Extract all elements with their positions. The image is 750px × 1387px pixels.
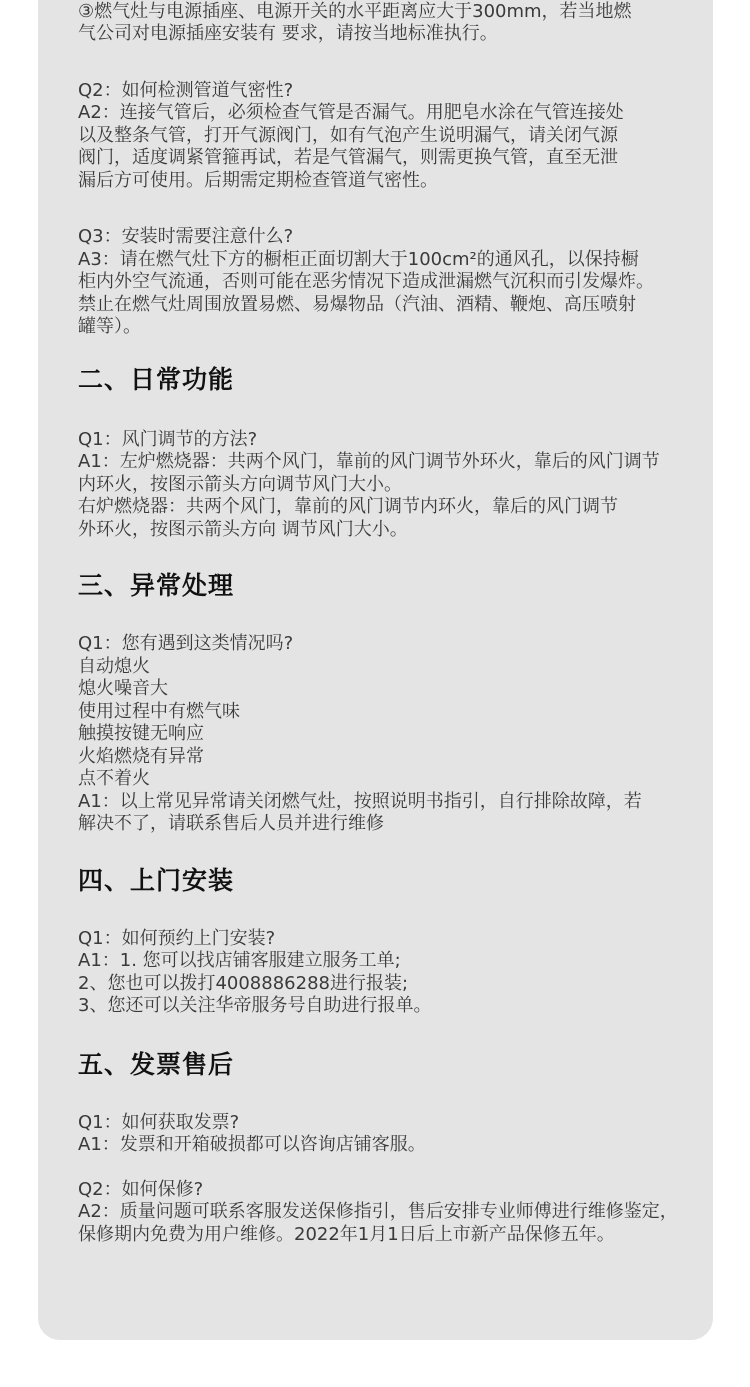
list-item: 自动熄火 xyxy=(78,655,150,677)
question: Q1：您有遇到这类情况吗? xyxy=(78,633,294,654)
question: Q2：如何保修? xyxy=(78,1178,204,1200)
answer-line: 柜内外空气流通，否则可能在恶劣情况下造成泄漏燃气沉积而引发爆炸。 xyxy=(78,271,654,292)
section-heading: 三、异常处理 xyxy=(78,571,235,600)
section-heading: 二、日常功能 xyxy=(78,364,235,394)
answer-line: 漏后方可使用。后期需定期检查管道气密性。 xyxy=(78,169,438,191)
answer-line: 3、您还可以关注华帝服务号自助进行报单。 xyxy=(78,995,432,1016)
section-heading: 五、发票售后 xyxy=(78,1049,235,1079)
question: Q1：如何获取发票? xyxy=(78,1111,240,1133)
answer-line: A1：以上常见异常请关闭燃气灶，按照说明书指引，自行排除故障，若 xyxy=(78,790,642,812)
answer-line: 以及整条气管，打开气源阀门，如有气泡产生说明漏气，请关闭气源 xyxy=(78,124,618,146)
answer-line: 内环火，按图示箭头方向调节风门大小。 xyxy=(78,473,402,495)
question: Q2：如何检测管道气密性? xyxy=(78,79,294,101)
answer-line: 外环火，按图示箭头方向 调节风门大小。 xyxy=(78,518,408,540)
faq-card xyxy=(38,0,713,1340)
answer-line: A1：左炉燃烧器：共两个风门，靠前的风门调节外环火，靠后的风门调节 xyxy=(78,451,660,472)
section-heading: 四、上门安装 xyxy=(78,865,235,895)
answer-line: 保修期内免费为用户维修。2022年1月1日后上市新产品保修五年。 xyxy=(78,1223,615,1245)
answer-line: 右炉燃烧器：共两个风门，靠前的风门调节内环火，靠后的风门调节 xyxy=(78,496,618,517)
answer-line: 罐等）。 xyxy=(78,316,141,337)
list-item: 火焰燃烧有异常 xyxy=(78,745,204,767)
text-line: ③燃气灶与电源插座、电源开关的水平距离应大于300mm，若当地燃 xyxy=(78,0,632,22)
answer-line: 解决不了，请联系售后人员并进行维修 xyxy=(78,813,384,834)
question: Q1：如何预约上门安装? xyxy=(78,927,276,949)
answer-line: A1：发票和开箱破损都可以咨询店铺客服。 xyxy=(78,1134,426,1155)
list-item: 使用过程中有燃气味 xyxy=(78,700,240,722)
answer-line: A2：质量问题可联系客服发送保修指引，售后安排专业师傅进行维修鉴定， xyxy=(78,1201,678,1222)
answer-line: A1：1. 您可以找店铺客服建立服务工单; xyxy=(78,950,401,971)
answer-line: 阀门，适度调紧管箍再试，若是气管漏气，则需更换气管，直至无泄 xyxy=(78,147,618,168)
answer-line: 禁止在燃气灶周围放置易燃、易爆物品（汽油、酒精、鞭炮、高压喷射 xyxy=(78,293,636,315)
answer-line: A2：连接气管后，必须检查气管是否漏气。用肥皂水涂在气管连接处 xyxy=(78,102,624,123)
answer-line: 2、您也可以拨打4008886288进行报装; xyxy=(78,972,409,994)
list-item: 触摸按键无响应 xyxy=(78,723,204,744)
text-line: 气公司对电源插座安装有 要求，请按当地标准执行。 xyxy=(78,23,498,44)
faq-content xyxy=(78,0,678,1246)
list-item: 熄火噪音大 xyxy=(78,678,168,699)
question: Q3：安装时需要注意什么? xyxy=(78,226,294,247)
question: Q1：风门调节的方法? xyxy=(78,428,258,450)
list-item: 点不着火 xyxy=(78,768,150,789)
answer-line: A3：请在燃气灶下方的橱柜正面切割大于100cm²的通风孔，以保持橱 xyxy=(78,248,639,270)
